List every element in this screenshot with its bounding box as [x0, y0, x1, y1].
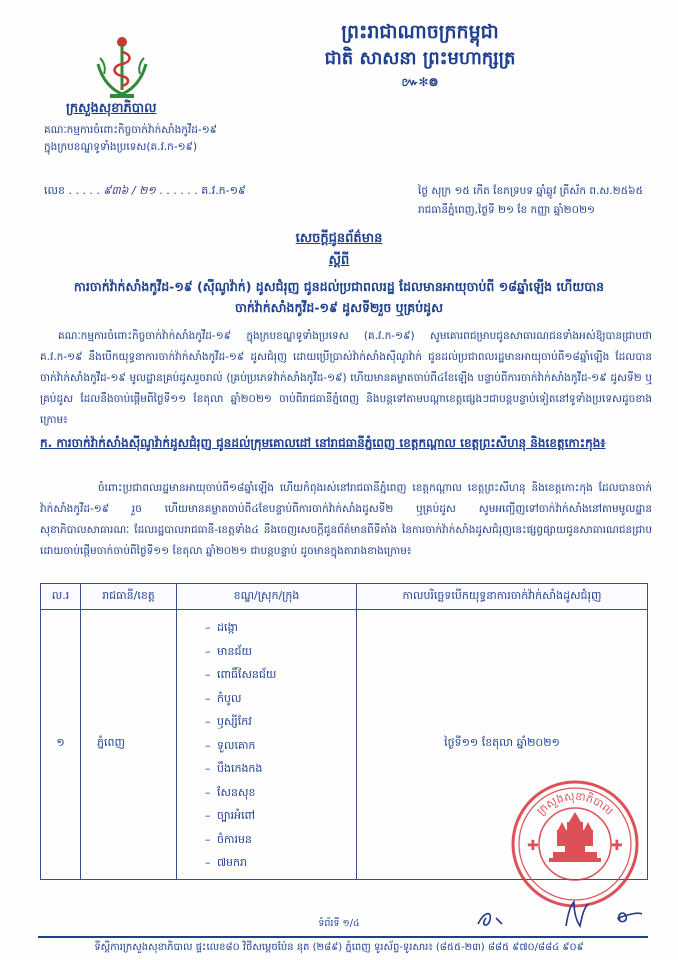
- district-item: – មានជ័យ: [205, 644, 252, 658]
- ministry-name: ក្រសួងសុខាភិបាល: [66, 101, 157, 116]
- reference-suffix: គ.វ.ក-១៩: [201, 184, 246, 197]
- committee-line-2: ក្នុងក្របខណ្ឌទូទាំងប្រទេស(គ.វ.ក-១៩): [44, 141, 198, 153]
- svg-text:✚: ✚: [527, 838, 539, 854]
- ornament: ៚✻៙: [401, 75, 439, 89]
- row-date: ថ្ងៃទី១១ ខែតុលា ឆ្នាំ២០២១: [357, 610, 648, 880]
- section-a-title: ក. ការចាក់វ៉ាក់សាំងស៊ីណូវ៉ាក់ដូសជំរុញ ជូនដល់ក្រុមគោលដៅ នៅរាជធានីភ្នំពេញ ខេត្តកណ្តាល ខេត្តព្រះសីហនុ និងខេត្តកោះកុង៖: [40, 436, 606, 450]
- footer-divider: [38, 936, 648, 938]
- notice-subject: ការចាក់វ៉ាក់សាំងកូវីដ-១៩ (ស៊ីណូវ៉ាក់) ដូសជំរុញ ជូនដល់ប្រជាពលរដ្ឋ ដែលមានអាយុចាប់ពី ១៨ឆ្នាំឡើង ហើយបានចាក់វ៉ាក់សាំងកូវីដ-១៩ ដូសទី២រួច ឬគ្រប់ដូស: [73, 279, 605, 315]
- intro-paragraph: គណៈកម្មការចំពោះកិច្ចចាក់វ៉ាក់សាំងកូវីដ-១៩ ក្នុងក្របខណ្ឌទូទាំងប្រទេស (គ.វ.ក-១៩) សូមគោរពជម្រាបជូនសាធារណជនទាំងអស់ឱ្យបានជ្រាបថា គ.វ.ក-១៩ នឹងបើកយុទ្ធនាការចាក់វ៉ាក់សាំងកូវីដ-១៩ ដូសជំរុញ ដោយប្រើប្រាស់វ៉ាក់សាំងស៊ីណូវ៉ាក់ ជូនដល់ប្រជាពលរដ្ឋមានអាយុចាប់ពី១៨ឆ្នាំឡើង ដែលបានចាក់វ៉ាក់សាំងកូវីដ-១៩ មូលដ្ឋានគ្រប់ដូសរួចរាល់ (គ្រប់ប្រភេទវ៉ាក់សាំងកូវីដ-១៩) ហើយមានគម្លាតចាប់ពី៤ខែឡើង បន្ទាប់ពីការចាក់វ៉ាក់សាំងកូវីដ-១៩ ដូសទី២ ឬគ្រប់ដូស ដែលនឹងចាប់ផ្តើមពីថ្ងៃទី១១ ខែតុលា ឆ្នាំ២០២១ ចាប់ពីរាជធានីភ្នំពេញ និងបន្តទៅតាមបណ្តាខេត្តផ្សេងៗជាបន្តបន្ទាប់ទៀតនៅទូទាំងប្រទេសដូចខាងក្រោម៖: [40, 330, 652, 426]
- header-date: កាលបរិច្ឆេទបើកយុទ្ធនាការចាក់វ៉ាក់សាំងដូសជំរុញ: [357, 584, 648, 610]
- district-item: – ៧មករា: [205, 856, 247, 869]
- notice-subject-label: ស្តីពី: [328, 253, 350, 268]
- national-motto: ជាតិ សាសនា ព្រះមហាក្សត្រ: [324, 48, 516, 69]
- table-header-row: [41, 584, 648, 610]
- ministry-emblem-icon: [92, 34, 152, 100]
- header-district: ខណ្ឌ/ស្រុក/ក្រុង: [177, 584, 357, 610]
- district-item: – បឹងកេងកង: [205, 762, 263, 775]
- notice-title: សេចក្តីជូនព័ត៌មាន: [295, 231, 383, 246]
- row-capital: ភ្នំពេញ: [81, 610, 177, 880]
- reference-number: លេខ . . . . . ៩៣៦ / ២១ . . . . . . គ.វ.ក-១៩: [44, 184, 246, 197]
- solar-date: រាជធានីភ្នំពេញ,ថ្ងៃទី ២១ ខែ កញ្ញា ឆ្នាំ២០២១: [418, 204, 595, 216]
- kingdom-header: [220, 18, 620, 92]
- district-item: – ដង្កោ: [205, 621, 238, 634]
- stamp-text: ក្រសួងសុខាភិបាល: [534, 789, 616, 818]
- page-number: ទំព័រទី ១/៤: [318, 918, 360, 929]
- committee-name: [44, 122, 344, 156]
- row-districts: [177, 610, 357, 880]
- district-item: – ពោធិ៍សែនជ័យ: [205, 668, 277, 681]
- reference-handwritten: ៩៣៦ / ២១: [103, 184, 156, 197]
- committee-line-1: គណៈកម្មការចំពោះកិច្ចចាក់វ៉ាក់សាំងកូវីដ-១៩: [44, 124, 218, 136]
- district-item: – កំបូល: [205, 691, 242, 705]
- section-a-paragraph: ចំពោះប្រជាពលរដ្ឋមានអាយុចាប់ពី១៨ឆ្នាំឡើង ហើយកំពុងរស់នៅរាជធានីភ្នំពេញ ខេត្តកណ្តាល ខេត្តព្រះសីហនុ និងខេត្តកោះកុង ដែលបានចាក់វ៉ាក់សាំងកូវីដ-១៩ រួច ហើយមានគម្លាតចាប់ពី៤ខែបន្ទាប់ពីការចាក់វ៉ាក់សាំងដូសទី២ ឬគ្រប់ដូស សូមអញ្ជើញទៅចាក់វ៉ាក់សាំងនៅតាមមូលដ្ឋានសុខាភិបាលសាធារណៈ ដែលរដ្ឋបាលរាជធានី-ខេត្តទាំង៤ នឹងចេញសេចក្តីជូនព័ត៌មានពីទីតាំង នៃការចាក់វ៉ាក់សាំងដូសជំរុញនេះផ្សព្វផ្សាយជូនសាធារណជនជ្រាប ដោយចាប់ផ្តើមចាក់ចាប់ពីថ្ងៃទី១១ ខែតុលា ឆ្នាំ២០២១ ជាបន្តបន្ទាប់ ដូចមានក្នុងតារាងខាងក្រោម៖: [40, 482, 652, 557]
- lunar-date: ថ្ងៃ សុក្រ ១៥ កើត ខែភទ្របទ ឆ្នាំឆ្លូវ ត្រីស័ក ព.ស.២៥៦៥: [418, 185, 644, 197]
- header-capital: រាជធានី/ខេត្ត: [81, 584, 177, 610]
- district-item: – ចំការមន: [205, 832, 252, 846]
- kingdom-title: ព្រះរាជាណាចក្រកម្ពុជា: [341, 21, 499, 43]
- official-seal-stamp: [509, 778, 641, 910]
- district-item: – ឫស្សីកែវ: [205, 715, 252, 728]
- header-no: ល.រ: [41, 584, 81, 610]
- reference-prefix: លេខ: [44, 184, 65, 197]
- footer-address: ទីស្តីការក្រសួងសុខាភិបាល ផ្ទះលេខ៨០ វិថីសម្តេចប៉ែន នុត (២៨៩) ភ្នំពេញ ទូរស័ព្ទ-ទូរសារ៖ (៨៥៥-២៣) ៨៨៥ ៩៧០/៨៨៤ ៩០៩: [94, 942, 584, 953]
- document-date: [418, 182, 658, 220]
- svg-text:✚: ✚: [611, 838, 623, 854]
- district-item: – ទួលគោក: [205, 738, 256, 752]
- district-item: – ច្បារអំពៅ: [205, 809, 256, 822]
- district-item: – សែនសុខ: [205, 785, 256, 799]
- row-no: ១: [41, 610, 81, 880]
